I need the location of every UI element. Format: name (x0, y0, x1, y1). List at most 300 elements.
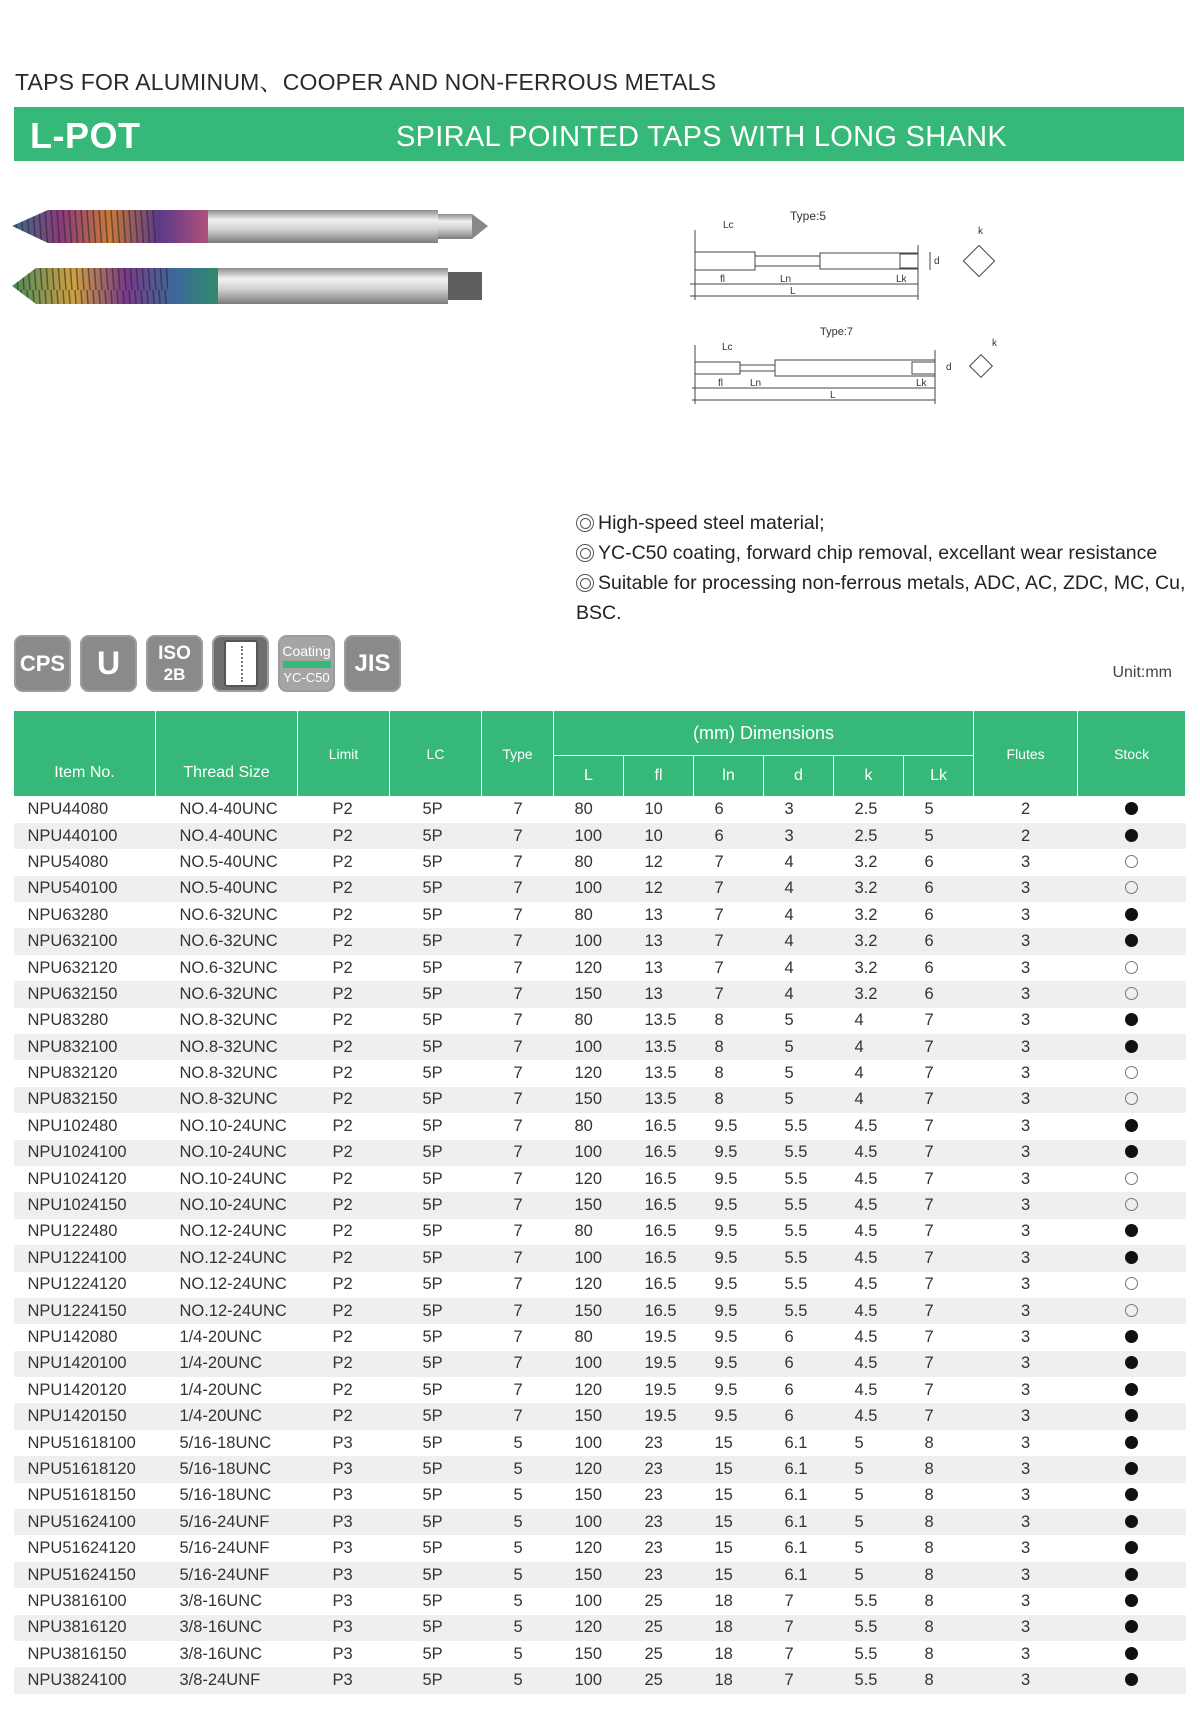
cell-type: 7 (482, 928, 554, 954)
cell-limit: P2 (298, 1140, 390, 1166)
cell-dim-fl: 23 (624, 1483, 694, 1509)
in-stock-dot-icon (1125, 1462, 1138, 1475)
cell-dim-l: 100 (554, 1588, 624, 1614)
cell-dim-lk: 6 (904, 981, 974, 1007)
cell-dim-d: 6.1 (764, 1562, 834, 1588)
cell-dim-ln: 18 (694, 1641, 764, 1667)
cell-dim-fl: 25 (624, 1588, 694, 1614)
cell-dim-l: 100 (554, 1034, 624, 1060)
cell-stock (1078, 1113, 1186, 1139)
cell-flutes: 3 (974, 1588, 1078, 1614)
cell-dim-k: 5 (834, 1456, 904, 1482)
cell-limit: P2 (298, 928, 390, 954)
cell-stock (1078, 1087, 1186, 1113)
cell-dim-ln: 7 (694, 876, 764, 902)
cell-limit: P2 (298, 1166, 390, 1192)
cell-item-no: NPU1224100 (14, 1245, 156, 1271)
table-row (14, 1667, 1186, 1693)
in-stock-dot-icon (1125, 1013, 1138, 1026)
cell-dim-ln: 8 (694, 1060, 764, 1086)
header-thread-size: Thread Size (156, 711, 298, 797)
cell-thread-size: 5/16-24UNF (156, 1562, 298, 1588)
cell-stock (1078, 1351, 1186, 1377)
cell-type: 5 (482, 1562, 554, 1588)
cell-dim-lk: 8 (904, 1456, 974, 1482)
cell-item-no: NPU51618150 (14, 1483, 156, 1509)
cell-dim-lk: 7 (904, 1403, 974, 1429)
in-stock-dot-icon (1125, 1330, 1138, 1343)
cell-limit: P2 (298, 823, 390, 849)
cell-item-no: NPU63280 (14, 902, 156, 928)
in-stock-dot-icon (1125, 1356, 1138, 1369)
cell-lc: 5P (390, 1060, 482, 1086)
in-stock-dot-icon (1125, 1488, 1138, 1501)
cell-type: 7 (482, 1403, 554, 1429)
cell-dim-ln: 15 (694, 1509, 764, 1535)
cell-dim-l: 100 (554, 1351, 624, 1377)
cell-dim-k: 4.5 (834, 1403, 904, 1429)
cell-lc: 5P (390, 902, 482, 928)
cell-limit: P2 (298, 1192, 390, 1218)
cell-item-no: NPU102480 (14, 1113, 156, 1139)
cell-type: 5 (482, 1483, 554, 1509)
cell-type: 7 (482, 902, 554, 928)
cell-item-no: NPU1420100 (14, 1351, 156, 1377)
table-row (14, 849, 1186, 875)
cell-lc: 5P (390, 1377, 482, 1403)
cell-type: 7 (482, 981, 554, 1007)
cell-thread-size: 1/4-20UNC (156, 1377, 298, 1403)
cell-limit: P2 (298, 797, 390, 823)
table-row (14, 797, 1186, 823)
cell-dim-l: 80 (554, 797, 624, 823)
cell-type: 7 (482, 823, 554, 849)
cell-dim-l: 80 (554, 902, 624, 928)
cell-item-no: NPU1024120 (14, 1166, 156, 1192)
cps-badge-icon: CPS (14, 635, 71, 692)
type7-ln: Ln (750, 378, 762, 389)
cell-limit: P2 (298, 1219, 390, 1245)
cell-dim-lk: 8 (904, 1667, 974, 1693)
cell-lc: 5P (390, 955, 482, 981)
cell-dim-lk: 6 (904, 876, 974, 902)
cell-dim-ln: 6 (694, 797, 764, 823)
cell-dim-d: 5.5 (764, 1113, 834, 1139)
cell-dim-d: 7 (764, 1641, 834, 1667)
cell-stock (1078, 1483, 1186, 1509)
in-stock-dot-icon (1125, 1409, 1138, 1422)
cell-item-no: NPU51618100 (14, 1430, 156, 1456)
type7-lk: Lk (916, 378, 927, 389)
cell-dim-k: 5.5 (834, 1588, 904, 1614)
cell-thread-size: NO.8-32UNC (156, 1087, 298, 1113)
in-stock-dot-icon (1125, 1541, 1138, 1554)
table-row (14, 1140, 1186, 1166)
cell-dim-fl: 13.5 (624, 1008, 694, 1034)
cell-item-no: NPU83280 (14, 1008, 156, 1034)
cell-item-no: NPU51624100 (14, 1509, 156, 1535)
cell-dim-d: 5 (764, 1060, 834, 1086)
cell-dim-k: 5 (834, 1430, 904, 1456)
cell-flutes: 3 (974, 1087, 1078, 1113)
cell-dim-fl: 16.5 (624, 1245, 694, 1271)
cell-item-no: NPU51618120 (14, 1456, 156, 1482)
cell-thread-size: NO.12-24UNC (156, 1272, 298, 1298)
feature-item: Suitable for processing non-ferrous metals, ADC, AC, ZDC, MC, Cu, BSC. (576, 572, 1186, 624)
cell-thread-size: 3/8-24UNF (156, 1667, 298, 1693)
cell-lc: 5P (390, 1087, 482, 1113)
cell-dim-ln: 18 (694, 1615, 764, 1641)
cell-thread-size: 5/16-18UNC (156, 1430, 298, 1456)
cell-dim-lk: 7 (904, 1377, 974, 1403)
cell-thread-size: NO.6-32UNC (156, 902, 298, 928)
table-row (14, 876, 1186, 902)
cell-flutes: 3 (974, 1060, 1078, 1086)
cell-type: 5 (482, 1456, 554, 1482)
header-ln: ln (694, 756, 764, 797)
cell-lc: 5P (390, 1245, 482, 1271)
in-stock-dot-icon (1125, 1568, 1138, 1581)
cell-lc: 5P (390, 1166, 482, 1192)
cell-stock (1078, 1456, 1186, 1482)
in-stock-dot-icon (1125, 1620, 1138, 1633)
cell-dim-fl: 13.5 (624, 1034, 694, 1060)
cell-type: 5 (482, 1641, 554, 1667)
cell-type: 5 (482, 1509, 554, 1535)
cell-dim-ln: 9.5 (694, 1166, 764, 1192)
in-stock-dot-icon (1125, 1436, 1138, 1449)
cell-thread-size: NO.12-24UNC (156, 1219, 298, 1245)
cell-dim-ln: 6 (694, 823, 764, 849)
cell-dim-d: 6 (764, 1324, 834, 1350)
out-of-stock-circle-icon (1125, 1092, 1138, 1105)
iso-2b-badge-icon: ISO 2B (146, 635, 203, 692)
cell-dim-l: 100 (554, 1509, 624, 1535)
cell-dim-ln: 7 (694, 981, 764, 1007)
double-circle-bullet-icon (576, 574, 594, 592)
cell-dim-l: 100 (554, 1245, 624, 1271)
cell-lc: 5P (390, 928, 482, 954)
cell-dim-fl: 16.5 (624, 1113, 694, 1139)
cell-dim-k: 4.5 (834, 1219, 904, 1245)
cell-dim-d: 5 (764, 1008, 834, 1034)
cell-lc: 5P (390, 1430, 482, 1456)
cell-dim-d: 6 (764, 1377, 834, 1403)
cell-item-no: NPU832120 (14, 1060, 156, 1086)
type5-fl: fl (720, 274, 725, 285)
spec-table-body (14, 797, 1186, 1694)
cell-dim-k: 5 (834, 1535, 904, 1561)
cell-item-no: NPU142080 (14, 1324, 156, 1350)
cell-dim-l: 100 (554, 1667, 624, 1693)
cell-dim-lk: 8 (904, 1641, 974, 1667)
cell-dim-l: 120 (554, 1615, 624, 1641)
cell-stock (1078, 1272, 1186, 1298)
cell-type: 7 (482, 849, 554, 875)
cell-type: 5 (482, 1588, 554, 1614)
cell-dim-ln: 7 (694, 955, 764, 981)
cell-item-no: NPU1224120 (14, 1272, 156, 1298)
in-stock-dot-icon (1125, 1251, 1138, 1264)
cell-dim-k: 5.5 (834, 1615, 904, 1641)
cell-dim-d: 7 (764, 1588, 834, 1614)
cell-dim-ln: 9.5 (694, 1140, 764, 1166)
cell-type: 7 (482, 1272, 554, 1298)
cell-stock (1078, 1245, 1186, 1271)
cell-flutes: 3 (974, 1403, 1078, 1429)
cell-item-no: NPU44080 (14, 797, 156, 823)
out-of-stock-circle-icon (1125, 1066, 1138, 1079)
cell-dim-lk: 6 (904, 849, 974, 875)
cell-dim-l: 100 (554, 823, 624, 849)
cell-flutes: 3 (974, 1219, 1078, 1245)
cell-dim-k: 4.5 (834, 1166, 904, 1192)
table-row (14, 1087, 1186, 1113)
cell-type: 7 (482, 1008, 554, 1034)
cell-item-no: NPU832100 (14, 1034, 156, 1060)
cell-dim-d: 6.1 (764, 1509, 834, 1535)
cell-dim-lk: 8 (904, 1588, 974, 1614)
cell-stock (1078, 1008, 1186, 1034)
cell-dim-k: 5.5 (834, 1641, 904, 1667)
header-l: L (554, 756, 624, 797)
cell-dim-fl: 13 (624, 981, 694, 1007)
cell-dim-lk: 7 (904, 1298, 974, 1324)
cell-lc: 5P (390, 1483, 482, 1509)
cell-thread-size: 1/4-20UNC (156, 1351, 298, 1377)
cell-item-no: NPU632120 (14, 955, 156, 981)
cell-type: 7 (482, 1298, 554, 1324)
out-of-stock-circle-icon (1125, 1198, 1138, 1211)
cell-dim-ln: 15 (694, 1483, 764, 1509)
cell-dim-k: 4.5 (834, 1351, 904, 1377)
cell-flutes: 3 (974, 1113, 1078, 1139)
cell-dim-k: 4 (834, 1008, 904, 1034)
table-row (14, 1113, 1186, 1139)
cell-lc: 5P (390, 1113, 482, 1139)
cell-limit: P2 (298, 849, 390, 875)
cell-flutes: 3 (974, 1140, 1078, 1166)
cell-flutes: 3 (974, 1456, 1078, 1482)
cell-stock (1078, 981, 1186, 1007)
table-row (14, 1351, 1186, 1377)
cell-dim-d: 6 (764, 1351, 834, 1377)
cell-dim-fl: 16.5 (624, 1140, 694, 1166)
cell-dim-k: 4 (834, 1060, 904, 1086)
cell-lc: 5P (390, 1351, 482, 1377)
cell-dim-lk: 7 (904, 1140, 974, 1166)
cell-flutes: 3 (974, 902, 1078, 928)
table-row (14, 902, 1186, 928)
cell-dim-lk: 7 (904, 1192, 974, 1218)
cell-flutes: 3 (974, 1615, 1078, 1641)
table-row (14, 823, 1186, 849)
cell-dim-ln: 15 (694, 1535, 764, 1561)
cell-dim-fl: 25 (624, 1615, 694, 1641)
double-circle-bullet-icon (576, 544, 594, 562)
tap-technical-drawings (680, 200, 1040, 430)
cell-dim-lk: 7 (904, 1060, 974, 1086)
cell-dim-d: 6.1 (764, 1430, 834, 1456)
cell-lc: 5P (390, 849, 482, 875)
cell-limit: P3 (298, 1615, 390, 1641)
type7-fl: fl (718, 378, 723, 389)
cell-thread-size: NO.8-32UNC (156, 1008, 298, 1034)
cell-dim-l: 80 (554, 1008, 624, 1034)
cell-dim-lk: 5 (904, 797, 974, 823)
cell-lc: 5P (390, 981, 482, 1007)
cell-flutes: 3 (974, 1509, 1078, 1535)
cell-dim-lk: 8 (904, 1562, 974, 1588)
cell-dim-ln: 9.5 (694, 1377, 764, 1403)
cell-lc: 5P (390, 1272, 482, 1298)
cell-lc: 5P (390, 797, 482, 823)
type7-label: Type:7 (820, 326, 854, 338)
cell-limit: P3 (298, 1588, 390, 1614)
cell-dim-lk: 7 (904, 1034, 974, 1060)
cell-stock (1078, 1298, 1186, 1324)
cell-stock (1078, 1403, 1186, 1429)
cell-stock (1078, 1615, 1186, 1641)
in-stock-dot-icon (1125, 1647, 1138, 1660)
cell-thread-size: NO.4-40UNC (156, 797, 298, 823)
cell-limit: P2 (298, 981, 390, 1007)
cell-flutes: 2 (974, 823, 1078, 849)
out-of-stock-circle-icon (1125, 1172, 1138, 1185)
cell-limit: P2 (298, 1324, 390, 1350)
cell-stock (1078, 1641, 1186, 1667)
cell-lc: 5P (390, 1403, 482, 1429)
cell-dim-ln: 8 (694, 1087, 764, 1113)
cell-lc: 5P (390, 1615, 482, 1641)
cell-item-no: NPU1420120 (14, 1377, 156, 1403)
header-dimensions: (mm) Dimensions (554, 711, 974, 756)
cell-thread-size: 3/8-16UNC (156, 1588, 298, 1614)
cell-limit: P3 (298, 1483, 390, 1509)
cell-dim-d: 5.5 (764, 1140, 834, 1166)
cell-dim-fl: 19.5 (624, 1351, 694, 1377)
cell-dim-ln: 8 (694, 1034, 764, 1060)
product-subtitle: SPIRAL POINTED TAPS WITH LONG SHANK (396, 121, 1008, 153)
cell-lc: 5P (390, 1588, 482, 1614)
cell-type: 7 (482, 1351, 554, 1377)
cell-dim-ln: 18 (694, 1667, 764, 1693)
cell-dim-d: 5.5 (764, 1272, 834, 1298)
out-of-stock-circle-icon (1125, 1277, 1138, 1290)
cell-dim-fl: 19.5 (624, 1403, 694, 1429)
cell-thread-size: NO.6-32UNC (156, 981, 298, 1007)
cell-limit: P2 (298, 902, 390, 928)
cell-stock (1078, 823, 1186, 849)
cell-dim-ln: 9.5 (694, 1192, 764, 1218)
type5-lc: Lc (723, 220, 734, 231)
cell-lc: 5P (390, 1641, 482, 1667)
cell-dim-k: 4.5 (834, 1298, 904, 1324)
in-stock-dot-icon (1125, 829, 1138, 842)
cell-lc: 5P (390, 1324, 482, 1350)
cell-dim-fl: 13 (624, 955, 694, 981)
cell-type: 7 (482, 1324, 554, 1350)
cell-item-no: NPU122480 (14, 1219, 156, 1245)
cell-dim-d: 4 (764, 928, 834, 954)
cell-dim-d: 3 (764, 797, 834, 823)
cell-lc: 5P (390, 1509, 482, 1535)
table-row (14, 1008, 1186, 1034)
cell-thread-size: NO.10-24UNC (156, 1113, 298, 1139)
cell-dim-ln: 15 (694, 1430, 764, 1456)
cell-dim-l: 150 (554, 1087, 624, 1113)
cell-lc: 5P (390, 1034, 482, 1060)
cell-dim-d: 7 (764, 1615, 834, 1641)
cell-item-no: NPU3816100 (14, 1588, 156, 1614)
cell-item-no: NPU3816150 (14, 1641, 156, 1667)
cell-dim-d: 5.5 (764, 1192, 834, 1218)
cell-type: 5 (482, 1430, 554, 1456)
cell-dim-ln: 9.5 (694, 1351, 764, 1377)
feature-item: High-speed steel material; (576, 508, 1186, 538)
cell-item-no: NPU1024150 (14, 1192, 156, 1218)
cell-type: 7 (482, 1245, 554, 1271)
cell-thread-size: NO.8-32UNC (156, 1060, 298, 1086)
cell-dim-k: 3.2 (834, 928, 904, 954)
cell-item-no: NPU3816120 (14, 1615, 156, 1641)
cell-flutes: 3 (974, 1430, 1078, 1456)
cell-dim-d: 6.1 (764, 1456, 834, 1482)
type7-l: L (830, 390, 836, 401)
cell-dim-lk: 7 (904, 1008, 974, 1034)
cell-item-no: NPU51624150 (14, 1562, 156, 1588)
cell-limit: P2 (298, 1245, 390, 1271)
cell-thread-size: NO.10-24UNC (156, 1140, 298, 1166)
cell-limit: P2 (298, 876, 390, 902)
out-of-stock-circle-icon (1125, 1304, 1138, 1317)
cell-limit: P2 (298, 1377, 390, 1403)
long-shank-icon (212, 635, 269, 692)
cell-limit: P2 (298, 1008, 390, 1034)
cell-dim-d: 5.5 (764, 1245, 834, 1271)
cell-dim-k: 5 (834, 1509, 904, 1535)
cell-dim-fl: 19.5 (624, 1324, 694, 1350)
cell-dim-l: 120 (554, 1377, 624, 1403)
cell-item-no: NPU1420150 (14, 1403, 156, 1429)
in-stock-dot-icon (1125, 1383, 1138, 1396)
cell-dim-lk: 7 (904, 1324, 974, 1350)
cell-lc: 5P (390, 1667, 482, 1693)
cell-dim-k: 4.5 (834, 1245, 904, 1271)
cell-stock (1078, 928, 1186, 954)
cell-stock (1078, 1509, 1186, 1535)
cell-type: 7 (482, 1166, 554, 1192)
cell-lc: 5P (390, 1456, 482, 1482)
cell-dim-lk: 7 (904, 1272, 974, 1298)
cell-flutes: 3 (974, 876, 1078, 902)
cell-dim-lk: 7 (904, 1113, 974, 1139)
cell-dim-lk: 8 (904, 1509, 974, 1535)
cell-type: 7 (482, 1377, 554, 1403)
cell-stock (1078, 1430, 1186, 1456)
out-of-stock-circle-icon (1125, 987, 1138, 1000)
cell-lc: 5P (390, 1219, 482, 1245)
cell-lc: 5P (390, 823, 482, 849)
cell-dim-ln: 7 (694, 902, 764, 928)
cell-dim-fl: 10 (624, 823, 694, 849)
cell-thread-size: NO.6-32UNC (156, 928, 298, 954)
cell-item-no: NPU3824100 (14, 1667, 156, 1693)
cell-thread-size: NO.12-24UNC (156, 1245, 298, 1271)
cell-type: 7 (482, 876, 554, 902)
table-row (14, 1641, 1186, 1667)
cell-dim-fl: 12 (624, 849, 694, 875)
